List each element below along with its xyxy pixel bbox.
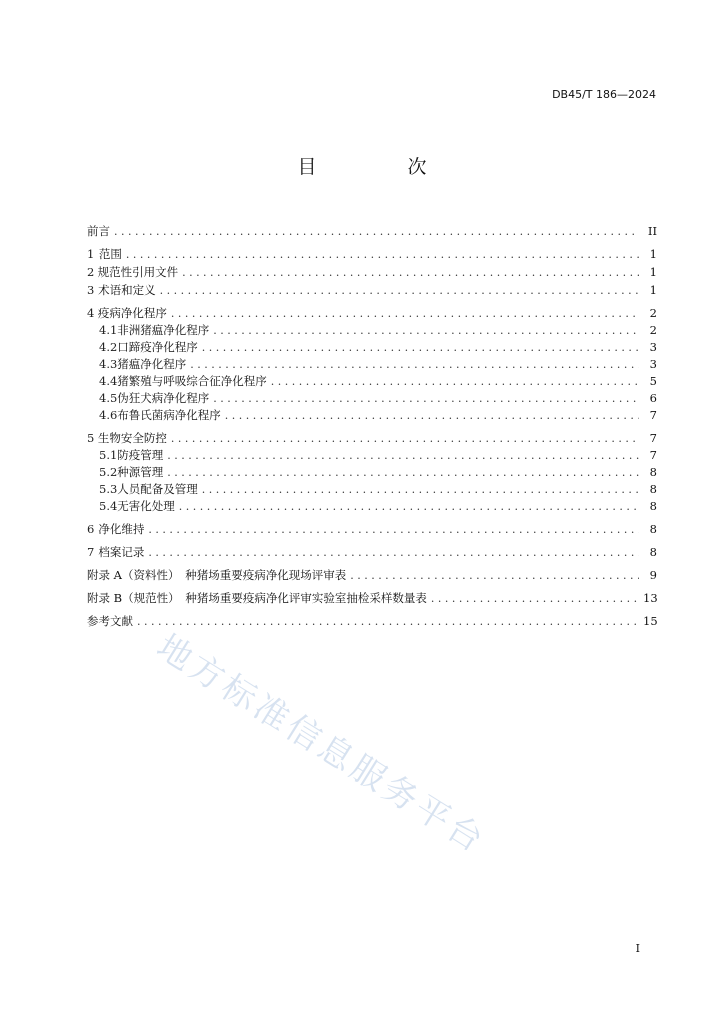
toc-entry[interactable] <box>87 390 657 407</box>
page-number: I <box>635 942 640 955</box>
toc-entry[interactable] <box>87 263 657 281</box>
toc-dot-leader <box>137 613 639 631</box>
toc-entry-number: 4.2 <box>99 340 118 354</box>
page-title: 目 次 <box>297 156 463 178</box>
toc-entry-label: 布鲁氏菌病净化程序 <box>117 408 221 422</box>
toc-entry-number: 5.4 <box>99 499 118 513</box>
toc-entry-page: 2 <box>649 306 657 320</box>
toc-entry-label: 规范性引用文件 <box>97 265 179 279</box>
toc-entry[interactable] <box>87 373 657 390</box>
toc-entry-page: 8 <box>649 545 657 559</box>
toc-entry[interactable] <box>87 281 657 299</box>
toc-dot-leader <box>114 223 639 241</box>
toc-entry-label: 术语和定义 <box>98 283 156 297</box>
toc-entry-page: 1 <box>649 283 657 297</box>
toc-entry[interactable] <box>87 520 657 538</box>
toc-entry-label: 无害化处理 <box>117 499 175 513</box>
toc-entry[interactable] <box>87 447 657 464</box>
toc-entry-number: 5 <box>87 431 95 445</box>
toc-entry-page: 8 <box>649 465 657 479</box>
toc-entry-page: 9 <box>649 568 657 582</box>
toc-dot-leader <box>182 264 639 282</box>
toc-entry-page: 1 <box>649 265 657 279</box>
toc-entry[interactable] <box>87 429 657 447</box>
toc-entry[interactable] <box>87 245 657 263</box>
toc-entry-page: 1 <box>649 247 657 261</box>
toc-entry-label: 种源管理 <box>117 465 164 479</box>
toc-entry[interactable] <box>87 481 657 498</box>
watermark: 地方标准信息服务平台 <box>149 626 494 863</box>
toc-entry-label: 防疫管理 <box>117 448 164 462</box>
toc-dot-leader <box>160 282 639 300</box>
toc-entry-page: 7 <box>649 408 657 422</box>
toc-entry-number: 7 <box>87 545 95 559</box>
toc-dot-leader <box>225 407 639 424</box>
toc-entry-page: II <box>647 224 657 238</box>
toc-dot-leader <box>431 590 639 608</box>
toc-entry[interactable] <box>87 407 657 424</box>
toc-entry-number: 6 <box>87 522 95 536</box>
toc-dot-leader <box>171 305 639 323</box>
toc-entry-number: 4.1 <box>99 323 118 337</box>
toc-entry-number: 3 <box>87 283 95 297</box>
toc-entry-label: 疫病净化程序 <box>97 306 167 320</box>
toc-entry-number: 4.4 <box>99 374 118 388</box>
toc-dot-leader <box>171 430 639 448</box>
toc-dot-leader <box>350 567 639 585</box>
toc-entry-page: 13 <box>643 591 658 605</box>
toc-entry-number: 5.1 <box>99 448 118 462</box>
toc-entry-page: 5 <box>649 374 657 388</box>
toc-entry-label: 附录 B（规范性） 种猪场重要疫病净化评审实验室抽检采样数量表 <box>87 591 427 605</box>
toc-entry-number: 2 <box>87 265 95 279</box>
toc-dot-leader <box>213 390 639 407</box>
toc-entry-page: 8 <box>649 499 657 513</box>
document-code: DB45/T 186—2024 <box>552 88 656 101</box>
toc-dot-leader <box>167 464 639 481</box>
toc-entry-number: 4.5 <box>99 391 118 405</box>
toc-entry[interactable] <box>87 222 657 240</box>
toc-entry-page: 8 <box>649 482 657 496</box>
toc-dot-leader <box>126 246 639 264</box>
toc-entry-page: 15 <box>643 614 658 628</box>
toc-entry-label: 人员配备及管理 <box>117 482 198 496</box>
toc-entry-label: 非洲猪瘟净化程序 <box>117 323 210 337</box>
toc-entry-page: 6 <box>649 391 657 405</box>
toc-entry-label: 档案记录 <box>98 545 145 559</box>
toc-entry-page: 7 <box>649 431 657 445</box>
toc-entry-number: 1 <box>87 247 95 261</box>
toc-entry-label: 猪繁殖与呼吸综合征净化程序 <box>117 374 267 388</box>
toc-dot-leader <box>148 544 639 562</box>
toc-entry[interactable] <box>87 498 657 515</box>
toc-entry-page: 3 <box>649 340 657 354</box>
toc-entry-number: 5.3 <box>99 482 118 496</box>
toc-entry[interactable] <box>87 464 657 481</box>
table-of-contents <box>87 222 657 630</box>
toc-entry-label: 参考文献 <box>87 614 133 628</box>
toc-entry[interactable] <box>87 304 657 322</box>
toc-entry-label: 前言 <box>87 224 110 238</box>
toc-entry-number: 5.2 <box>99 465 118 479</box>
toc-entry[interactable] <box>87 322 657 339</box>
toc-entry[interactable] <box>87 356 657 373</box>
toc-dot-leader <box>179 498 639 515</box>
toc-entry-page: 7 <box>649 448 657 462</box>
toc-entry-label: 净化维持 <box>98 522 145 536</box>
toc-dot-leader <box>148 521 639 539</box>
toc-entry-page: 2 <box>649 323 657 337</box>
toc-entry-number: 4.6 <box>99 408 118 422</box>
toc-entry-label: 附录 A（资料性） 种猪场重要疫病净化现场评审表 <box>87 568 347 582</box>
toc-dot-leader <box>202 339 639 356</box>
toc-entry-label: 伪狂犬病净化程序 <box>117 391 210 405</box>
toc-entry[interactable] <box>87 543 657 561</box>
toc-entry[interactable] <box>87 566 657 584</box>
toc-entry[interactable] <box>87 589 657 607</box>
toc-entry-label: 生物安全防控 <box>97 431 167 445</box>
toc-entry-number: 4 <box>87 306 95 320</box>
toc-dot-leader <box>202 481 639 498</box>
toc-dot-leader <box>271 373 639 390</box>
toc-entry-page: 8 <box>649 522 657 536</box>
toc-entry-page: 3 <box>649 357 657 371</box>
toc-entry-label: 口蹄疫净化程序 <box>117 340 198 354</box>
toc-entry-label: 猪瘟净化程序 <box>117 357 187 371</box>
toc-entry[interactable] <box>87 339 657 356</box>
toc-dot-leader <box>213 322 639 339</box>
toc-dot-leader <box>190 356 639 373</box>
toc-entry-number: 4.3 <box>99 357 118 371</box>
toc-entry[interactable] <box>87 612 657 630</box>
toc-dot-leader <box>167 447 639 464</box>
toc-entry-label: 范围 <box>98 247 122 261</box>
